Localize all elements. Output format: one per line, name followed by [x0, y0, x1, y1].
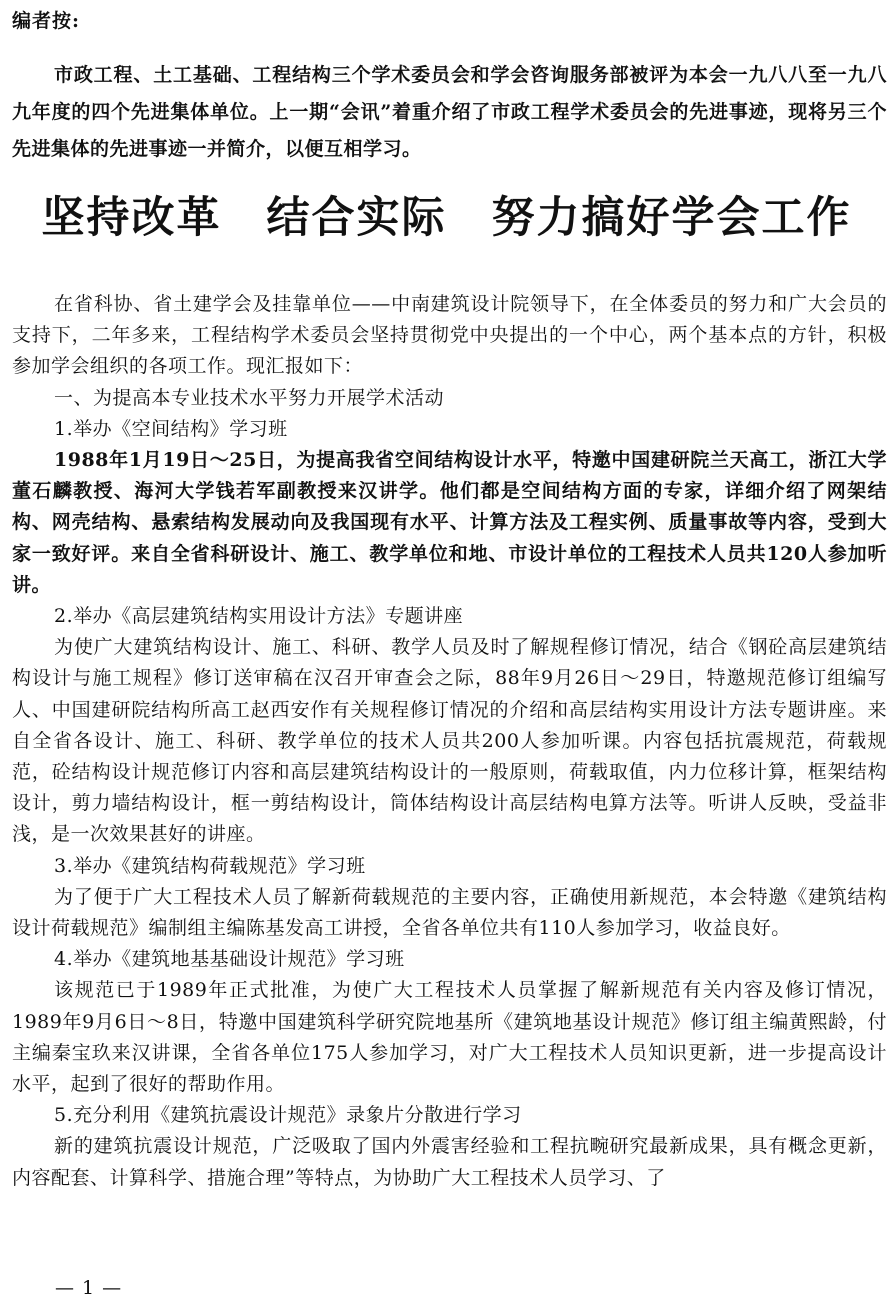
item-heading-3: 3.举办《建筑结构荷载规范》学习班 [54, 854, 366, 877]
item-paragraph-1: 1988年1月19日～25日，为提高我省空间结构设计水平，特邀中国建研院兰天高工，浙江大学董石麟教授、海河大学钱若军副教授来汉讲学。他们都是空间结构方面的专家，详细介绍了网架结构、网壳结构、悬索结构发展动向及我国现有水平、计算方法及工程实例、质量事故等内容，受到大家一致好评。来自全省科研设计、施工、教学单位和地、市设计单位的工程技术人员共120人参加听讲。 [12, 449, 887, 596]
item-paragraph-5: 新的建筑抗震设计规范，广泛吸取了国内外震害经验和工程抗畹研究最新成果，具有概念更新，内容配套、计算科学、措施合理”等特点，为协助广大工程技术人员学习、了 [12, 1135, 887, 1189]
item-heading-2: 2.举办《高层建筑结构实用设计方法》专题讲座 [54, 605, 464, 628]
item-heading-4: 4.举办《建筑地基基础设计规范》学习班 [54, 948, 405, 971]
article-body [12, 289, 887, 1194]
editor-note-text: 市政工程、土工基础、工程结构三个学术委员会和学会咨询服务部被评为本会一九八八至一九八九年度的四个先进集体单位。上一期“会讯”着重介绍了市政工程学术委员会的先进事迹，现将另三个先进集体的先进事迹一并简介，以便互相学习。 [12, 64, 887, 160]
item-paragraph-2: 为使广大建筑结构设计、施工、科研、教学人员及时了解规程修订情况，结合《钢砼高层建筑结构设计与施工规程》修订送审稿在汉召开审查会之际，88年9月26日～29日，特邀规范修订组编写人、中国建研院结构所高工赵西安作有关规程修订情况的介绍和高层结构实用设计方法专题讲座。来自全省各设计、施工、科研、教学单位的技术人员共200人参加听课。内容包括抗震规范，荷载规范，砼结构设计规范修订内容和高层建筑结构设计的一般原则，荷载取值，内力位移计算，框架结构设计，剪力墙结构设计，框一剪结构设计，筒体结构设计高层结构电算方法等。听讲人反映，受益非浅，是一次效果甚好的讲座。 [12, 636, 887, 846]
editor-note-label: 编者按: [12, 10, 81, 32]
intro-paragraph: 在省科协、省土建学会及挂靠单位——中南建筑设计院领导下，在全体委员的努力和广大会员的支持下，二年多来，工程结构学术委员会坚持贯彻党中央提出的一个中心，两个基本点的方针，积极参加学会组织的各项工作。现汇报如下： [12, 293, 887, 378]
item-paragraph-3: 为了便于广大工程技术人员了解新荷载规范的主要内容，正确使用新规范，本会特邀《建筑结构设计荷载规范》编制组主编陈基发高工讲授，全省各单位共有110人参加学习，收益良好。 [12, 885, 887, 940]
article-title: 坚持改革 结合实际 努力搞好学会工作 [41, 193, 852, 243]
section-heading-1: 一、为提高本专业技术水平努力开展学术活动 [54, 386, 445, 409]
item-heading-5: 5.充分利用《建筑抗震设计规范》录象片分散进行学习 [54, 1104, 522, 1127]
page-number: — 1 — [55, 1277, 123, 1299]
item-heading-1: 1.举办《空间结构》学习班 [54, 417, 288, 440]
item-paragraph-4: 该规范已于1989年正式批准，为使广大工程技术人员掌握了解新规范有关内容及修订情况，1989年9月6日～8日，特邀中国建筑科学研究院地基所《建筑地基设计规范》修订组主编黄熙龄，付主编秦宝玖来汉讲课，全省各单位175人参加学习，对广大工程技术人员知识更新，进一步提高设计水平，起到了很好的帮助作用。 [12, 979, 887, 1096]
